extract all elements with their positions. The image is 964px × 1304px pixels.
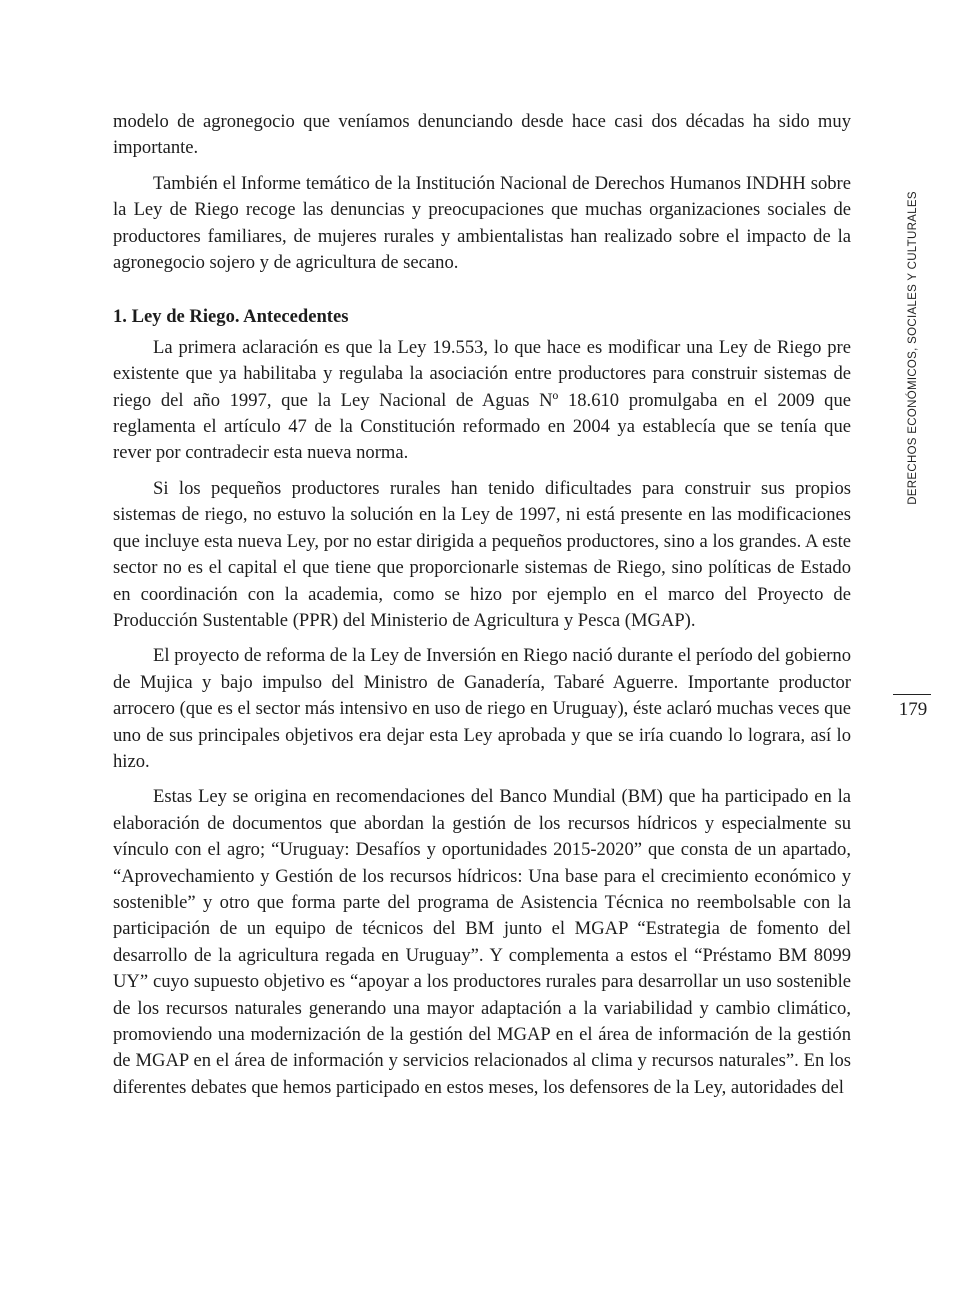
section-heading: 1. Ley de Riego. Antecedentes (113, 306, 349, 328)
page-number-rule (893, 694, 931, 695)
paragraph-law-clarification: La primera aclaración es que la Ley 19.553, lo que hace es modificar una Ley de Riego pre existente que ya habilitaba y regulaba la asociación entre productores para construir sistemas de riego del año 1997, que la Ley Nacional de Aguas Nº 18.610 promulgaba en el 2009 que reglamenta el artículo 47 de la Constitución reformado en 2004 ya establecía que se tenía que rever por contradecir esta nueva norma. (113, 336, 851, 464)
page-body (113, 109, 851, 1110)
running-title (902, 188, 924, 508)
page-number: 179 (898, 699, 928, 720)
running-title-text: DERECHOS ECONÓMICOS, SOCIALES Y CULTURALES (907, 191, 919, 505)
paragraph-indh-report: También el Informe temático de la Institución Nacional de Derechos Humanos INDHH sobre la Ley de Riego recoge las denuncias y preocupaciones que muchas organizaciones sociales de productores familiares, de mujeres rurales y ambientalistas han realizado sobre el impacto de la agronegocio sojero y de agricultura de secano. (113, 172, 851, 274)
paragraph-reform-project: El proyecto de reforma de la Ley de Inversión en Riego nació durante el período del gobierno de Mujica y bajo impulso del Ministro de Ganadería, Tabaré Aguerre. Importante productor arrocero (que es el sector más intensivo en uso de riego en Uruguay), éste aclaró muchas veces que uno de sus principales objetivos era dejar esta Ley aprobada y que se iría cuando lo lograra, así lo hizo. (113, 645, 851, 772)
paragraph-world-bank: Estas Ley se origina en recomendaciones del Banco Mundial (BM) que ha participado en la elaboración de documentos que abordan la gestión de los recursos hídricos y especialmente su vínculo con el agro; “Uruguay: Desafíos y oportunidades 2015-2020” que consta de un apartado, “Aprovechamiento y Gestión de los recursos hídricos: Una base para el crecimiento económico y sostenible” y otro que forma parte del programa de Asistencia Técnica no reembolsable con la participación de un equipo de técnicos del BM junto el MGAP “Estrategia de fomento del desarrollo de la agricultura regada en Uruguay”. Y complementa a estos el “Préstamo BM 8099 UY” cuyo supuesto objetivo es “apoyar a los productores rurales para desarrollar un uso sostenible de los recursos naturales generando una mayor adaptación a la variabilidad y cambio climático, promoviendo una modernización de la gestión del MGAP en el área de información de la gestión de MGAP en el área de información y servicios relacionados al clima y recursos naturales”. En los diferentes debates que hemos participado en estos meses, los defensores de la Ley, autoridades del (113, 786, 851, 1098)
paragraph-continuation: modelo de agronegocio que veníamos denunciando desde hace casi dos décadas ha sido muy importante. (113, 111, 851, 159)
paragraph-small-producers: Si los pequeños productores rurales han tenido dificultades para construir sus propios sistemas de riego, no estuvo la solución en la Ley de 1997, ni está presente en las modificaciones que incluye esta nueva Ley, por no estar dirigida a pequeños productores, sino a los grandes. A este sector no es el capital el que tiene que proporcionarle sistemas de Riego, sino políticas de Estado en coordinación con la academia, como se hizo por ejemplo en el marco del Proyecto de Producción Sustentable (PPR) del Ministerio de Agricultura y Pesca (MGAP). (113, 477, 851, 631)
